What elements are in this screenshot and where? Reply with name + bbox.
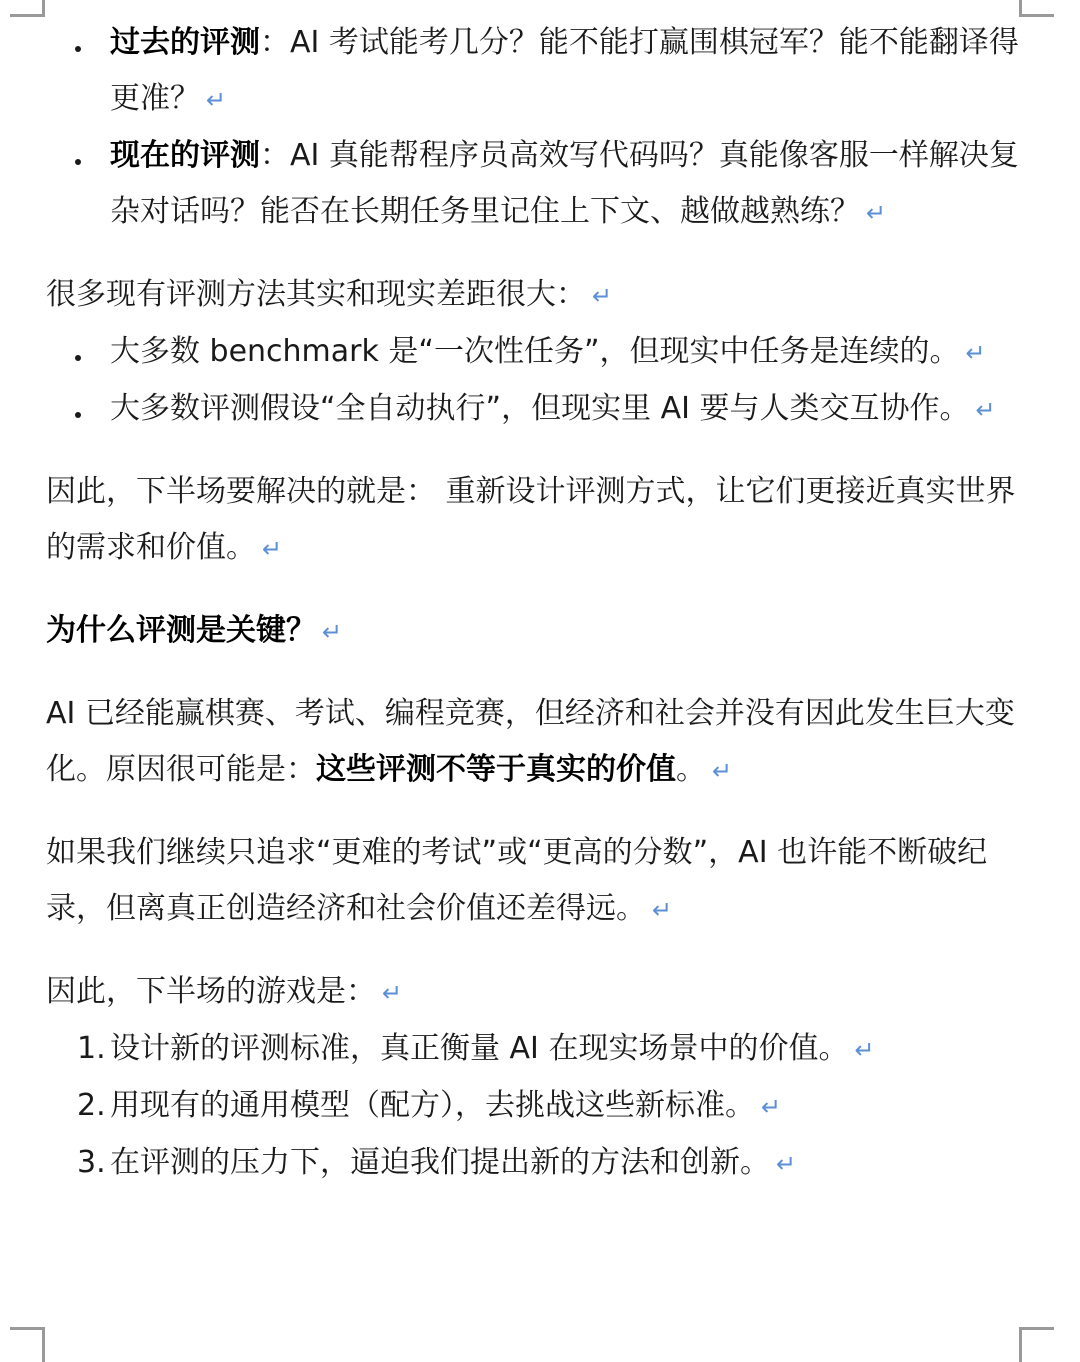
list-item-current-evaluation: [46, 128, 1036, 241]
paragraph-return-icon: ↵: [262, 535, 283, 563]
paragraph-return-icon: ↵: [854, 1036, 875, 1064]
list-item-step-2: [46, 1078, 1036, 1135]
paragraph-text: 很多现有评测方法其实和现实差距很大：: [46, 277, 586, 312]
list-item-full-automation: [46, 381, 1036, 438]
paragraph-return-icon: ↵: [965, 339, 986, 367]
benchmark-issues-list: [46, 324, 1036, 438]
paragraph-text: 因此，下半场的游戏是：: [46, 974, 376, 1009]
paragraph-text-end: 。: [676, 752, 706, 787]
bullet-text: 大多数 benchmark 是“一次性任务”，但现实中任务是连续的。: [110, 334, 960, 369]
step-number: 1.: [77, 1031, 106, 1066]
bullet-text: ：AI 考试能考几分？能不能打赢围棋冠军？能不能翻译得更准？: [110, 25, 1019, 116]
paragraph-gap-intro: [46, 267, 1036, 324]
step-text: 在评测的压力下，逼迫我们提出新的方法和创新。: [110, 1145, 770, 1180]
step-number: 2.: [77, 1088, 106, 1123]
paragraph-harder-exams: [46, 825, 1036, 938]
paragraph-return-icon: ↵: [866, 199, 887, 227]
list-item-step-3: [46, 1135, 1036, 1192]
paragraph-text: 因此，下半场要解决的就是： 重新设计评测方式，让它们更接近真实世界的需求和价值。: [46, 474, 1016, 565]
bullet-text: 大多数评测假设“全自动执行”，但现实里 AI 要与人类交互协作。: [110, 391, 970, 426]
bullet-bold-label: 现在的评测: [110, 138, 260, 173]
paragraph-return-icon: ↵: [382, 979, 403, 1007]
list-item-past-evaluation: [46, 15, 1036, 128]
paragraph-return-icon: ↵: [712, 757, 733, 785]
evaluation-comparison-list: [46, 15, 1036, 241]
list-item-one-shot-tasks: [46, 324, 1036, 381]
section-heading-why-evaluation: [46, 603, 1036, 660]
paragraph-therefore: [46, 464, 1036, 577]
game-steps-list: [46, 1021, 1036, 1192]
paragraph-return-icon: ↵: [322, 618, 343, 646]
heading-text: 为什么评测是关键？: [46, 613, 316, 648]
bullet-text: ：AI 真能帮程序员高效写代码吗？真能像客服一样解决复杂对话吗？能否在长期任务里记住上下文、越做越熟练？: [110, 138, 1019, 229]
list-item-step-1: [46, 1021, 1036, 1078]
paragraph-text: AI 已经能赢棋赛、考试、编程竞赛，但经济和社会并没有因此发生巨大变化。原因很可能是：: [46, 696, 1015, 787]
step-text: 用现有的通用模型（配方），去挑战这些新标准。: [110, 1088, 755, 1123]
paragraph-return-icon: ↵: [776, 1150, 797, 1178]
paragraph-ai-achievements: [46, 686, 1036, 799]
paragraph-return-icon: ↵: [592, 282, 613, 310]
page-corner-mark-bottom-right: [1019, 1327, 1054, 1362]
paragraph-return-icon: ↵: [652, 896, 673, 924]
page-corner-mark-bottom-left: [10, 1327, 45, 1362]
paragraph-second-half-game: [46, 964, 1036, 1021]
document-body[interactable]: [46, 15, 1036, 1192]
paragraph-text: 如果我们继续只追求“更难的考试”或“更高的分数”，AI 也许能不断破纪录，但离真正创造经济和社会价值还差得远。: [46, 835, 988, 926]
paragraph-return-icon: ↵: [761, 1093, 782, 1121]
step-text: 设计新的评测标准，真正衡量 AI 在现实场景中的价值。: [110, 1031, 849, 1066]
paragraph-return-icon: ↵: [206, 86, 227, 114]
emphasis-text: 这些评测不等于真实的价值: [316, 752, 676, 787]
bullet-bold-label: 过去的评测: [110, 25, 260, 60]
page-corner-mark-top-left: [10, 0, 45, 17]
step-number: 3.: [77, 1145, 106, 1180]
paragraph-return-icon: ↵: [975, 396, 996, 424]
